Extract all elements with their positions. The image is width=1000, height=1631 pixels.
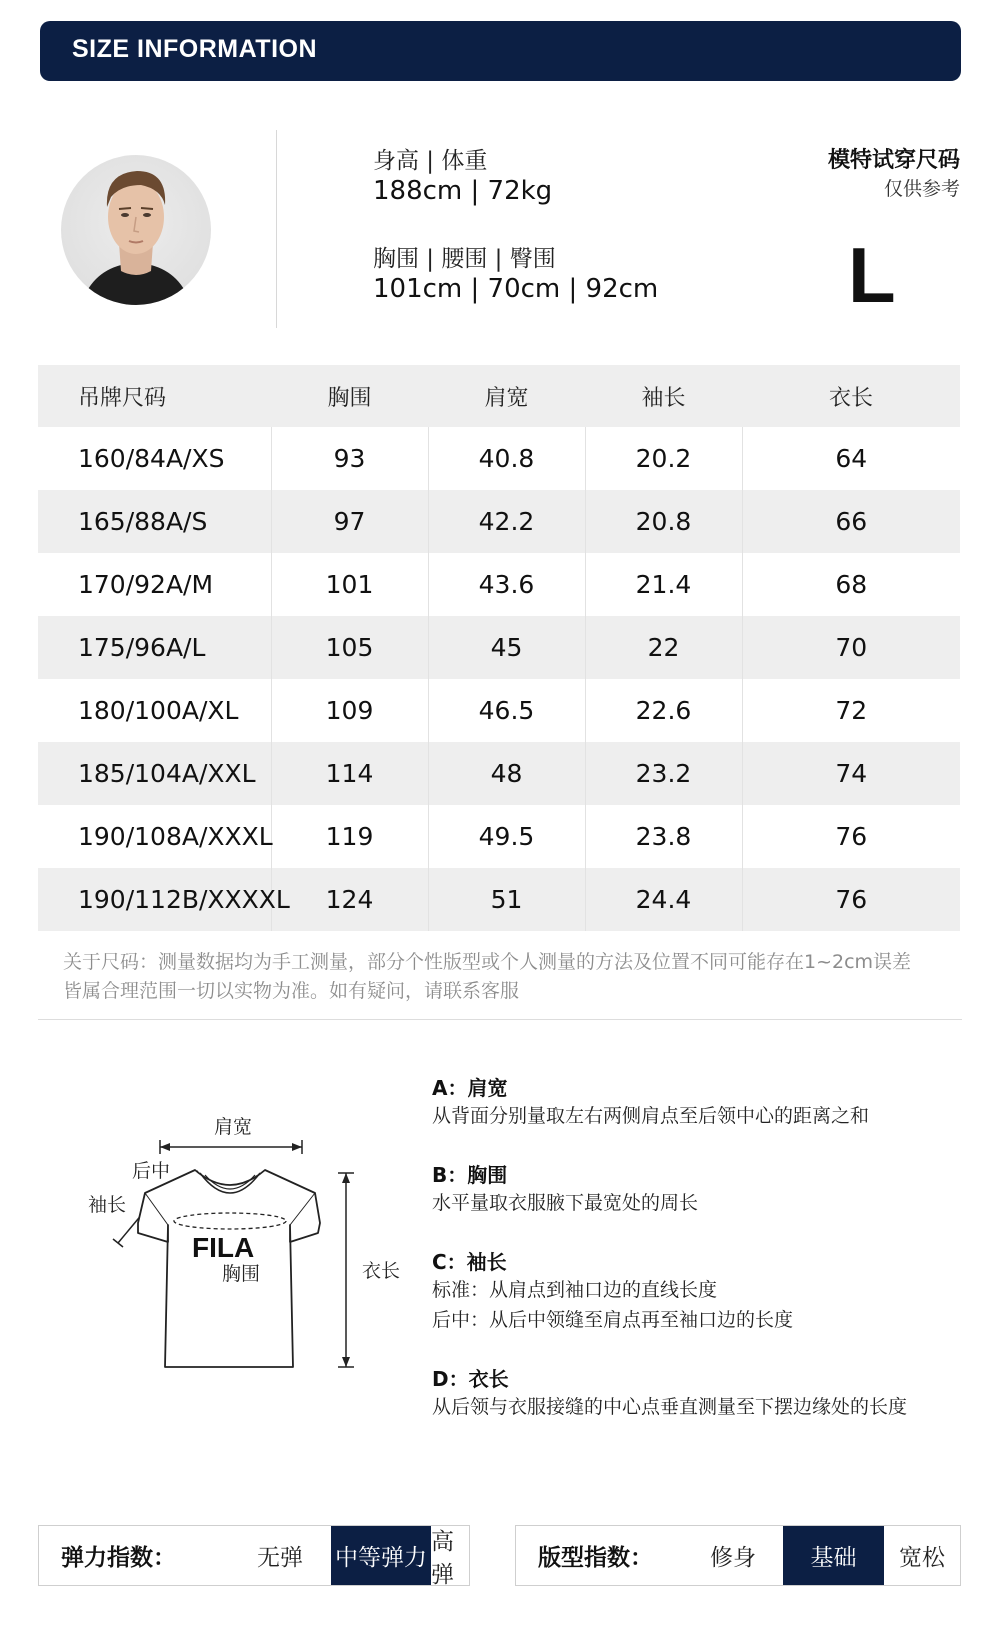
try-size-value: L (848, 231, 896, 319)
height-weight-value: 188cm | 72kg (373, 176, 553, 206)
cell-tag-size: 170/92A/M (78, 570, 214, 599)
model-divider (276, 130, 277, 328)
table-row (38, 742, 960, 805)
header-length: 衣长 (742, 365, 960, 427)
size-note-line-1: 关于尺码：测量数据均为手工测量，部分个性版型或个人测量的方法及位置不同可能存在1~2cm误差 (63, 951, 912, 973)
cell-tag-size: 190/108A/XXXL (78, 822, 273, 851)
fit-option-regular[interactable]: 基础 (783, 1526, 884, 1585)
cell-tag-size: 160/84A/XS (78, 444, 225, 473)
elasticity-option-medium[interactable]: 中等弹力 (331, 1526, 431, 1585)
definition-text: 从后领与衣服接缝的中心点垂直测量至下摆边缘处的长度 (432, 1396, 908, 1418)
model-face-icon (61, 155, 211, 305)
header-tag-size: 吊牌尺码 (38, 365, 271, 427)
cell-shoulder: 45 (428, 616, 585, 679)
cell-sleeve: 20.2 (585, 427, 742, 490)
elasticity-option-high[interactable]: 高弹 (431, 1528, 454, 1588)
cell-tag-size: 180/100A/XL (78, 696, 239, 725)
section-divider (38, 1019, 962, 1020)
height-weight-label: 身高 | 体重 (373, 148, 488, 174)
label-chest: 胸围 (222, 1263, 261, 1285)
cell-chest: 124 (271, 868, 428, 931)
cell-chest: 93 (271, 427, 428, 490)
table-row (38, 427, 960, 490)
cell-sleeve: 22.6 (585, 679, 742, 742)
table-row (38, 805, 960, 868)
cell-shoulder: 43.6 (428, 553, 585, 616)
header-shoulder: 肩宽 (428, 365, 585, 427)
table-row (38, 679, 960, 742)
cell-tag-size: 185/104A/XXL (38, 742, 271, 805)
header-chest: 胸围 (271, 365, 428, 427)
table-row (38, 490, 960, 553)
cell-length: 66 (742, 490, 960, 553)
definition-chest (432, 1159, 972, 1218)
cell-chest: 109 (271, 679, 428, 742)
label-sleeve: 袖长 (88, 1194, 127, 1216)
cell-tag-size: 190/112B/XXXXL (38, 868, 271, 931)
cell-sleeve: 23.8 (585, 805, 742, 868)
try-size-title: 模特试穿尺码 (827, 148, 960, 173)
table-row (38, 553, 960, 616)
definition-sleeve (432, 1246, 972, 1335)
cell-sleeve: 23.2 (585, 742, 742, 805)
model-avatar (61, 155, 211, 305)
cell-shoulder: 48 (428, 742, 585, 805)
cell-length: 70 (742, 616, 960, 679)
cell-chest: 101 (271, 553, 428, 616)
cell-length: 76 (742, 805, 960, 868)
definition-title: C：袖长 (432, 1250, 507, 1274)
elasticity-option-none[interactable]: 无弹 (257, 1545, 303, 1571)
cell-length: 72 (742, 679, 960, 742)
size-note (63, 948, 963, 1006)
fit-label: 版型指数： (538, 1545, 653, 1571)
table-row (38, 616, 960, 679)
measure-definitions (432, 1072, 972, 1422)
header-title: SIZE INFORMATION (72, 35, 318, 63)
definition-title: B：胸围 (432, 1163, 508, 1187)
try-size-subtitle: 仅供参考 (883, 178, 960, 200)
elasticity-index (38, 1525, 470, 1586)
cell-sleeve: 22 (585, 616, 742, 679)
definition-text: 从背面分别量取左右两侧肩点至后领中心的距离之和 (432, 1105, 870, 1127)
fit-index (515, 1525, 961, 1586)
definition-text: 后中：从后中领缝至肩点再至袖口边的长度 (432, 1309, 794, 1331)
measurement-value: 101cm | 70cm | 92cm (373, 274, 659, 304)
definition-length (432, 1363, 972, 1422)
definition-title: A：肩宽 (432, 1076, 508, 1100)
cell-sleeve: 24.4 (585, 868, 742, 931)
definition-text: 标准：从肩点到袖口边的直线长度 (432, 1279, 718, 1301)
definition-text: 水平量取衣服腋下最宽处的周长 (432, 1192, 699, 1214)
cell-tag-size: 165/88A/S (38, 490, 271, 553)
cell-shoulder: 46.5 (428, 679, 585, 742)
cell-sleeve: 20.8 (585, 490, 742, 553)
measurement-label: 胸围 | 腰围 | 臀围 (373, 246, 556, 272)
cell-shoulder: 40.8 (428, 427, 585, 490)
cell-length: 76 (742, 868, 960, 931)
cell-length: 64 (742, 427, 960, 490)
cell-chest: 114 (271, 742, 428, 805)
header-bar (40, 21, 961, 81)
cell-shoulder: 42.2 (428, 490, 585, 553)
size-note-line-2: 皆属合理范围一切以实物为准。如有疑问，请联系客服 (63, 980, 520, 1002)
cell-chest: 105 (271, 616, 428, 679)
cell-length: 68 (742, 553, 960, 616)
cell-chest: 119 (271, 805, 428, 868)
table-row (38, 868, 960, 931)
elasticity-label: 弹力指数： (61, 1545, 176, 1571)
label-shoulder: 肩宽 (214, 1116, 253, 1138)
header-sleeve: 袖长 (585, 365, 742, 427)
fit-option-slim[interactable]: 修身 (710, 1545, 756, 1571)
definition-shoulder (432, 1072, 972, 1131)
label-length: 衣长 (362, 1260, 401, 1282)
tshirt-measure-diagram (80, 1105, 420, 1425)
cell-chest: 97 (271, 490, 428, 553)
label-back-center: 后中 (132, 1160, 171, 1182)
fit-option-loose[interactable]: 宽松 (899, 1545, 945, 1571)
cell-sleeve: 21.4 (585, 553, 742, 616)
cell-shoulder: 51 (428, 868, 585, 931)
definition-title: D：衣长 (432, 1367, 509, 1391)
cell-tag-size: 175/96A/L (38, 616, 271, 679)
table-header-row (38, 365, 960, 427)
size-table (38, 365, 960, 931)
cell-length: 74 (742, 742, 960, 805)
fila-logo: FILA (192, 1232, 255, 1263)
cell-shoulder: 49.5 (428, 805, 585, 868)
